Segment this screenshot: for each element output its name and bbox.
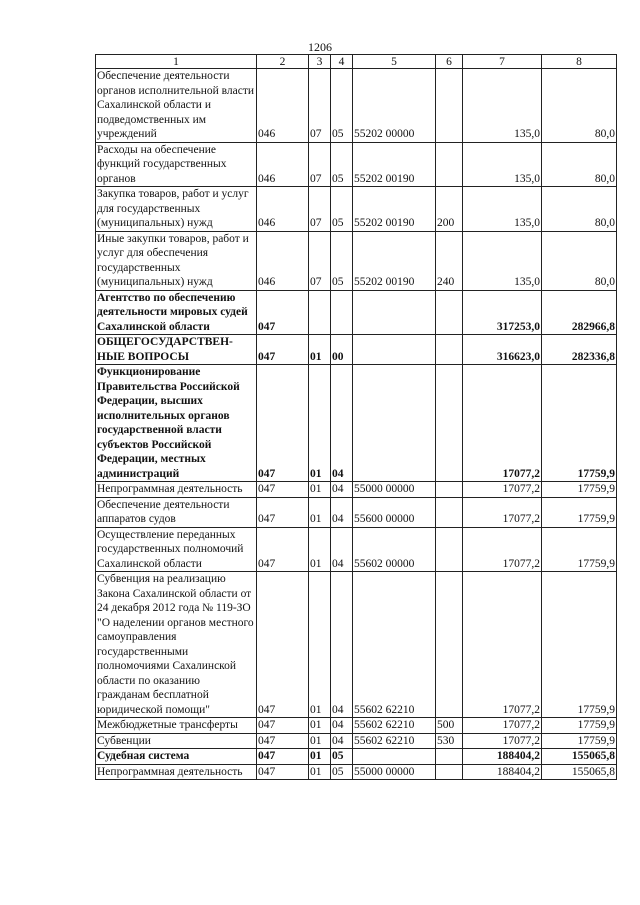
- row-subsection: 05: [331, 749, 353, 765]
- row-ved: 046: [257, 187, 309, 232]
- row-name: Субвенции: [96, 733, 257, 749]
- row-amount-1: 135,0: [463, 187, 542, 232]
- row-expense-type: [436, 764, 463, 780]
- col-header-4: 4: [331, 55, 353, 69]
- row-subsection: 00: [331, 335, 353, 365]
- row-expense-type: [436, 749, 463, 765]
- row-amount-2: 282336,8: [542, 335, 617, 365]
- row-name: Осуществление переданных государственных полномочий Сахалинской области: [96, 527, 257, 572]
- row-ved: 047: [257, 335, 309, 365]
- row-amount-1: 17077,2: [463, 365, 542, 482]
- row-expense-type: [436, 142, 463, 187]
- row-target-article: [353, 335, 436, 365]
- row-amount-1: 135,0: [463, 231, 542, 290]
- row-name: Непрограммная деятельность: [96, 764, 257, 780]
- row-section: 07: [309, 142, 331, 187]
- row-target-article: 55602 62210: [353, 733, 436, 749]
- table-row: [96, 290, 617, 335]
- col-header-1: 1: [96, 55, 257, 69]
- row-name: Непрограммная деятельность: [96, 482, 257, 498]
- row-expense-type: [436, 572, 463, 718]
- row-amount-2: 17759,9: [542, 572, 617, 718]
- row-amount-1: 317253,0: [463, 290, 542, 335]
- table-row: [96, 718, 617, 734]
- row-amount-1: 17077,2: [463, 572, 542, 718]
- row-target-article: 55202 00190: [353, 142, 436, 187]
- row-amount-2: 17759,9: [542, 733, 617, 749]
- row-amount-2: 80,0: [542, 187, 617, 232]
- col-header-6: 6: [436, 55, 463, 69]
- row-target-article: 55202 00000: [353, 69, 436, 143]
- row-amount-2: 282966,8: [542, 290, 617, 335]
- row-name: Обеспечение деятельности органов исполнительной власти Сахалинской области и подведомственных им учреждений: [96, 69, 257, 143]
- header-row: [96, 55, 617, 69]
- row-ved: 046: [257, 142, 309, 187]
- table-row: [96, 527, 617, 572]
- row-expense-type: 530: [436, 733, 463, 749]
- table-row: [96, 142, 617, 187]
- row-target-article: 55202 00190: [353, 187, 436, 232]
- row-ved: 047: [257, 749, 309, 765]
- row-subsection: 05: [331, 187, 353, 232]
- row-expense-type: [436, 482, 463, 498]
- row-target-article: [353, 749, 436, 765]
- row-amount-1: 316623,0: [463, 335, 542, 365]
- col-header-5: 5: [353, 55, 436, 69]
- table-row: [96, 335, 617, 365]
- row-section: [309, 290, 331, 335]
- row-subsection: 04: [331, 718, 353, 734]
- page-number: 1206: [308, 40, 332, 54]
- row-expense-type: [436, 527, 463, 572]
- row-ved: 047: [257, 764, 309, 780]
- row-subsection: 05: [331, 231, 353, 290]
- row-amount-1: 188404,2: [463, 749, 542, 765]
- row-name: Агентство по обеспечению деятельности мировых судей Сахалинской области: [96, 290, 257, 335]
- row-amount-2: 155065,8: [542, 764, 617, 780]
- row-subsection: [331, 290, 353, 335]
- row-section: 07: [309, 69, 331, 143]
- row-amount-1: 188404,2: [463, 764, 542, 780]
- table-row: [96, 572, 617, 718]
- row-amount-1: 17077,2: [463, 718, 542, 734]
- row-subsection: 05: [331, 764, 353, 780]
- table-row: [96, 231, 617, 290]
- row-ved: 047: [257, 482, 309, 498]
- row-section: 01: [309, 733, 331, 749]
- row-name: Функционирование Правительства Российской Федерации, высших исполнительных органов государственной власти субъектов Российской Федерации, местных администраций: [96, 365, 257, 482]
- table-body: [96, 69, 617, 780]
- row-target-article: [353, 290, 436, 335]
- row-amount-1: 17077,2: [463, 497, 542, 527]
- row-section: 01: [309, 749, 331, 765]
- table-row: [96, 365, 617, 482]
- row-subsection: 05: [331, 69, 353, 143]
- row-amount-2: 17759,9: [542, 497, 617, 527]
- row-ved: 047: [257, 572, 309, 718]
- row-target-article: 55202 00190: [353, 231, 436, 290]
- row-expense-type: [436, 69, 463, 143]
- row-subsection: 04: [331, 365, 353, 482]
- budget-table: [95, 54, 617, 780]
- row-section: 01: [309, 572, 331, 718]
- row-section: 07: [309, 231, 331, 290]
- row-section: 07: [309, 187, 331, 232]
- row-amount-2: 80,0: [542, 69, 617, 143]
- row-section: 01: [309, 718, 331, 734]
- row-amount-2: 17759,9: [542, 365, 617, 482]
- table-row: [96, 482, 617, 498]
- row-ved: 047: [257, 497, 309, 527]
- row-subsection: 04: [331, 497, 353, 527]
- row-name: Судебная система: [96, 749, 257, 765]
- row-expense-type: 240: [436, 231, 463, 290]
- row-target-article: 55602 62210: [353, 718, 436, 734]
- row-section: 01: [309, 764, 331, 780]
- row-name: Субвенция на реализацию Закона Сахалинской области от 24 декабря 2012 года № 119-ЗО "О наделении органов местного самоуправления государственными полномочиями Сахалинской области по оказанию гражданам бесплатной юридической помощи": [96, 572, 257, 718]
- row-ved: 046: [257, 231, 309, 290]
- row-ved: 047: [257, 290, 309, 335]
- row-subsection: 04: [331, 527, 353, 572]
- row-amount-1: 17077,2: [463, 527, 542, 572]
- row-name: ОБЩЕГОСУДАРСТВЕН-НЫЕ ВОПРОСЫ: [96, 335, 257, 365]
- row-expense-type: [436, 335, 463, 365]
- row-expense-type: [436, 365, 463, 482]
- table-row: [96, 749, 617, 765]
- row-target-article: 55000 00000: [353, 482, 436, 498]
- table-row: [96, 733, 617, 749]
- row-expense-type: [436, 290, 463, 335]
- col-header-3: 3: [309, 55, 331, 69]
- row-ved: 047: [257, 733, 309, 749]
- row-section: 01: [309, 365, 331, 482]
- row-section: 01: [309, 497, 331, 527]
- row-section: 01: [309, 335, 331, 365]
- row-subsection: 04: [331, 482, 353, 498]
- row-amount-1: 17077,2: [463, 733, 542, 749]
- row-amount-2: 17759,9: [542, 718, 617, 734]
- row-expense-type: 200: [436, 187, 463, 232]
- row-target-article: 55602 62210: [353, 572, 436, 718]
- row-name: Межбюджетные трансферты: [96, 718, 257, 734]
- row-section: 01: [309, 482, 331, 498]
- row-target-article: [353, 365, 436, 482]
- row-target-article: 55000 00000: [353, 764, 436, 780]
- row-name: Обеспечение деятельности аппаратов судов: [96, 497, 257, 527]
- col-header-8: 8: [542, 55, 617, 69]
- row-amount-2: 80,0: [542, 142, 617, 187]
- row-ved: 047: [257, 718, 309, 734]
- col-header-2: 2: [257, 55, 309, 69]
- row-subsection: 04: [331, 733, 353, 749]
- row-expense-type: 500: [436, 718, 463, 734]
- col-header-7: 7: [463, 55, 542, 69]
- row-name: Закупка товаров, работ и услуг для государственных (муниципальных) нужд: [96, 187, 257, 232]
- table-row: [96, 497, 617, 527]
- row-ved: 047: [257, 365, 309, 482]
- row-target-article: 55600 00000: [353, 497, 436, 527]
- row-amount-2: 155065,8: [542, 749, 617, 765]
- row-expense-type: [436, 497, 463, 527]
- row-amount-1: 135,0: [463, 69, 542, 143]
- row-target-article: 55602 00000: [353, 527, 436, 572]
- row-amount-1: 135,0: [463, 142, 542, 187]
- table-row: [96, 764, 617, 780]
- table-row: [96, 187, 617, 232]
- row-amount-2: 80,0: [542, 231, 617, 290]
- row-section: 01: [309, 527, 331, 572]
- row-ved: 046: [257, 69, 309, 143]
- row-ved: 047: [257, 527, 309, 572]
- row-amount-2: 17759,9: [542, 527, 617, 572]
- row-subsection: 05: [331, 142, 353, 187]
- row-name: Расходы на обеспечение функций государственных органов: [96, 142, 257, 187]
- row-amount-2: 17759,9: [542, 482, 617, 498]
- table-row: [96, 69, 617, 143]
- row-subsection: 04: [331, 572, 353, 718]
- row-amount-1: 17077,2: [463, 482, 542, 498]
- row-name: Иные закупки товаров, работ и услуг для обеспечения государственных (муниципальных) нужд: [96, 231, 257, 290]
